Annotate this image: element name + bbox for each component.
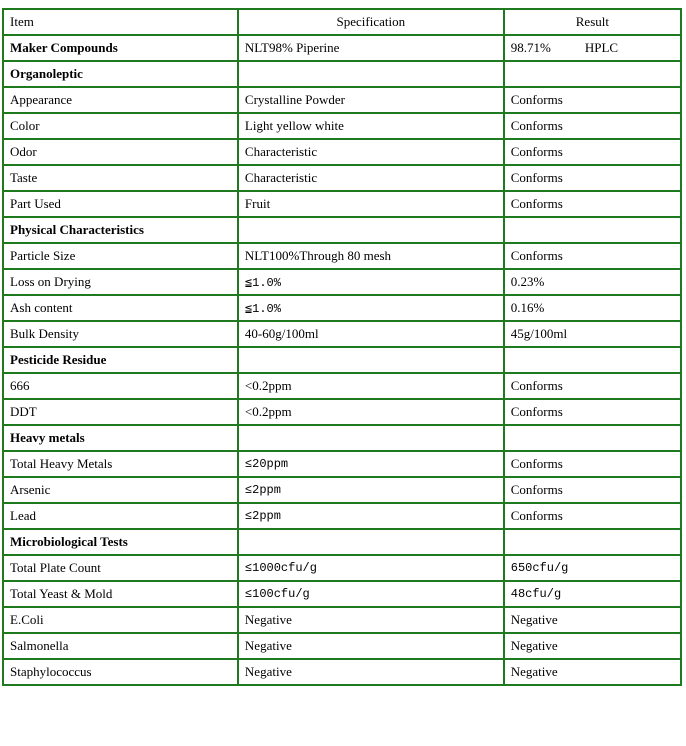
item-cell: Total Heavy Metals (3, 451, 238, 477)
table-row (3, 477, 681, 503)
specification-cell: ≦1.0% (238, 269, 504, 295)
specification-cell: ≦1.0% (238, 295, 504, 321)
table-row (3, 607, 681, 633)
item-cell: Bulk Density (3, 321, 238, 347)
table-row (3, 555, 681, 581)
section-row (3, 529, 681, 555)
table-header-row (3, 9, 681, 35)
table-row (3, 321, 681, 347)
item-cell: Color (3, 113, 238, 139)
result-cell: Conforms (504, 373, 681, 399)
result-cell: Conforms (504, 113, 681, 139)
specification-cell (238, 347, 504, 373)
table-row (3, 191, 681, 217)
result-cell: Conforms (504, 451, 681, 477)
section-title-cell: Microbiological Tests (3, 529, 238, 555)
item-cell: Particle Size (3, 243, 238, 269)
section-row (3, 35, 681, 61)
item-cell: Arsenic (3, 477, 238, 503)
result-cell (504, 529, 681, 555)
specification-cell: NLT98% Piperine (238, 35, 504, 61)
section-title-cell: Maker Compounds (3, 35, 238, 61)
item-cell: Staphylococcus (3, 659, 238, 685)
result-cell: 45g/100ml (504, 321, 681, 347)
specification-cell (238, 425, 504, 451)
specification-cell: Negative (238, 659, 504, 685)
table-row (3, 295, 681, 321)
table-row (3, 633, 681, 659)
item-cell: Part Used (3, 191, 238, 217)
result-cell: 0.16% (504, 295, 681, 321)
result-cell: 0.23% (504, 269, 681, 295)
section-title-cell: Pesticide Residue (3, 347, 238, 373)
result-cell: Conforms (504, 243, 681, 269)
specification-cell: Negative (238, 633, 504, 659)
specification-cell: ≤2ppm (238, 477, 504, 503)
specification-cell: NLT100%Through 80 mesh (238, 243, 504, 269)
table-row (3, 87, 681, 113)
specification-table-body (3, 9, 681, 685)
item-cell: DDT (3, 399, 238, 425)
result-cell: Negative (504, 633, 681, 659)
result-cell: Conforms (504, 87, 681, 113)
result-cell: 48cfu/g (504, 581, 681, 607)
result-cell (504, 425, 681, 451)
table-row (3, 581, 681, 607)
table-row (3, 659, 681, 685)
section-title-cell: Physical Characteristics (3, 217, 238, 243)
item-cell: Ash content (3, 295, 238, 321)
specification-cell: ≤1000cfu/g (238, 555, 504, 581)
header-result: Result (504, 9, 681, 35)
specification-cell: Characteristic (238, 165, 504, 191)
specification-cell: ≤20ppm (238, 451, 504, 477)
result-cell: Conforms (504, 503, 681, 529)
item-cell: Total Yeast & Mold (3, 581, 238, 607)
specification-cell: Negative (238, 607, 504, 633)
result-cell: 650cfu/g (504, 555, 681, 581)
item-cell: Taste (3, 165, 238, 191)
table-row (3, 243, 681, 269)
specification-cell: ≤100cfu/g (238, 581, 504, 607)
table-row (3, 113, 681, 139)
section-title-cell: Organoleptic (3, 61, 238, 87)
table-row (3, 373, 681, 399)
result-cell: Negative (504, 607, 681, 633)
specification-cell: ≤2ppm (238, 503, 504, 529)
header-item: Item (3, 9, 238, 35)
header-specification: Specification (238, 9, 504, 35)
item-cell: E.Coli (3, 607, 238, 633)
specification-cell: Characteristic (238, 139, 504, 165)
item-cell: 666 (3, 373, 238, 399)
result-cell (504, 217, 681, 243)
item-cell: Odor (3, 139, 238, 165)
item-cell: Salmonella (3, 633, 238, 659)
result-cell: Conforms (504, 139, 681, 165)
section-row (3, 61, 681, 87)
result-cell (504, 347, 681, 373)
specification-cell: Light yellow white (238, 113, 504, 139)
table-row (3, 269, 681, 295)
specification-cell: <0.2ppm (238, 399, 504, 425)
table-row (3, 451, 681, 477)
result-value: 98.71% (510, 40, 551, 55)
item-cell: Total Plate Count (3, 555, 238, 581)
result-cell: Conforms (504, 399, 681, 425)
result-cell: Conforms (504, 191, 681, 217)
result-cell: Conforms (504, 477, 681, 503)
item-cell: Lead (3, 503, 238, 529)
specification-table (2, 8, 682, 686)
table-row (3, 165, 681, 191)
section-row (3, 347, 681, 373)
result-cell (504, 35, 681, 61)
specification-cell (238, 529, 504, 555)
result-cell: Negative (504, 659, 681, 685)
item-cell: Appearance (3, 87, 238, 113)
table-row (3, 503, 681, 529)
table-row (3, 139, 681, 165)
specification-cell: 40-60g/100ml (238, 321, 504, 347)
section-row (3, 425, 681, 451)
result-method: HPLC (584, 40, 619, 55)
result-cell (504, 61, 681, 87)
specification-cell (238, 217, 504, 243)
section-row (3, 217, 681, 243)
item-cell: Loss on Drying (3, 269, 238, 295)
specification-cell: <0.2ppm (238, 373, 504, 399)
specification-cell: Crystalline Powder (238, 87, 504, 113)
specification-cell: Fruit (238, 191, 504, 217)
result-cell: Conforms (504, 165, 681, 191)
table-row (3, 399, 681, 425)
specification-cell (238, 61, 504, 87)
section-title-cell: Heavy metals (3, 425, 238, 451)
